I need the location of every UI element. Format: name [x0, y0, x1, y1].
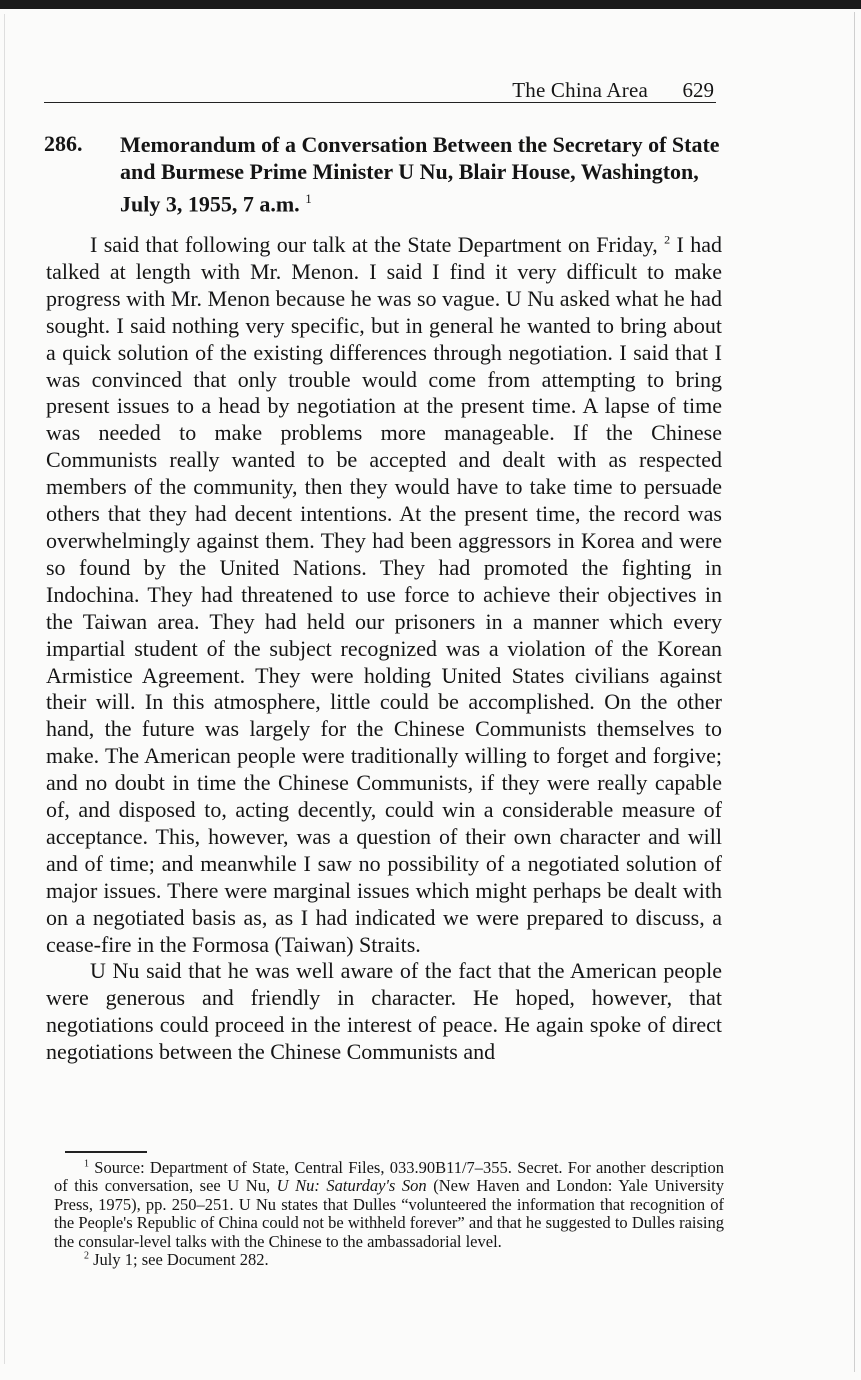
document-number: 286.	[44, 131, 83, 156]
footnote-1	[54, 1159, 724, 1251]
paragraph-1	[46, 232, 722, 958]
running-head	[44, 76, 716, 103]
footnote-rule	[65, 1151, 147, 1153]
page-number: 629	[682, 78, 714, 102]
paragraph-1-start: I said that following our talk at the State Department on Friday,	[90, 232, 658, 257]
footnote-ref-2: 2	[664, 232, 671, 247]
paragraph-1-rest: I had talked at length with Mr. Menon. I said I find it very difficult to make progress with Mr. Menon because he was so vague. U Nu asked what he had sought. I said nothing very specific, but in general he wanted to bring about a quick solution of the existing differences through negotiation. I said that I was convinced that only trouble would come from attempting to bring present issues to a head by negotiation at the present time. A lapse of time was needed to make problems more manageable. If the Chinese Communists really wanted to be accepted and dealt with as respected members of the community, then they would have to take time to persuade others that they had decent intentions. At the present time, the record was overwhelmingly against them. They had been aggressors in Korea and were so found by the United Nations. They had promoted the fighting in Indochina. They had threatened to use force to achieve their objectives in the Taiwan area. They had held our prisoners in a manner which every impartial student of the subject recognized was a violation of the Korean Armistice Agreement. They were holding United States civilians against their will. In this atmosphere, little could be accomplished. On the other hand, the future was largely for the Chinese Communists themselves to make. The American people were traditionally willing to forget and forgive; and no doubt in time the Chinese Communists, if they were really capable of, and disposed to, acting decently, could win a considerable measure of acceptance. This, however, was a question of their own character and will and of time; and meanwhile I saw no possibility of a negotiated solution of major issues. There were marginal issues which might perhaps be dealt with on a negotiated basis as, as I had indicated we were prepared to discuss, a cease-fire in the Formosa (Taiwan) Straits.	[46, 232, 723, 957]
body-text	[46, 232, 722, 1066]
scan-left-edge	[4, 14, 5, 1364]
scan-top-edge	[0, 0, 861, 9]
footnote-1-text-a: Source: Department of State, Central Files, 033.90B11/7–355. Secret. For another description of this conversation, see U Nu,	[54, 1158, 725, 1196]
footnote-2-mark: 2	[84, 1250, 89, 1262]
footnote-1-book-title: U Nu: Saturday's Son	[276, 1176, 427, 1196]
scan-right-edge	[854, 12, 855, 1372]
footnotes	[54, 1159, 724, 1269]
footnote-2	[54, 1251, 724, 1269]
footnote-ref-1: 1	[305, 191, 312, 206]
document-title	[120, 131, 720, 217]
footnote-1-text-b: (New Haven and London: Yale University Press, 1975), pp. 250–251. U Nu states that Dulles “volunteered the information that recognition of the People's Republic of China could not be withheld forever” and that he suggested to Dulles raising the consular-level talks with the Chinese to the ambassadorial level.	[54, 1176, 724, 1251]
running-head-title: The China Area	[512, 78, 648, 102]
footnote-2-text: July 1; see Document 282.	[93, 1250, 269, 1270]
document-title-text: Memorandum of a Conversation Between the Secretary of State and Burmese Prime Minister U Nu, Blair House, Washington, July 3, 1955, 7 a.m.	[120, 132, 720, 217]
footnote-1-mark: 1	[84, 1158, 89, 1170]
paragraph-2: U Nu said that he was well aware of the fact that the American people were generous and friendly in character. He hoped, however, that negotiations could proceed in the interest of peace. He again spoke of direct negotiations between the Chinese Communists and	[46, 958, 722, 1065]
